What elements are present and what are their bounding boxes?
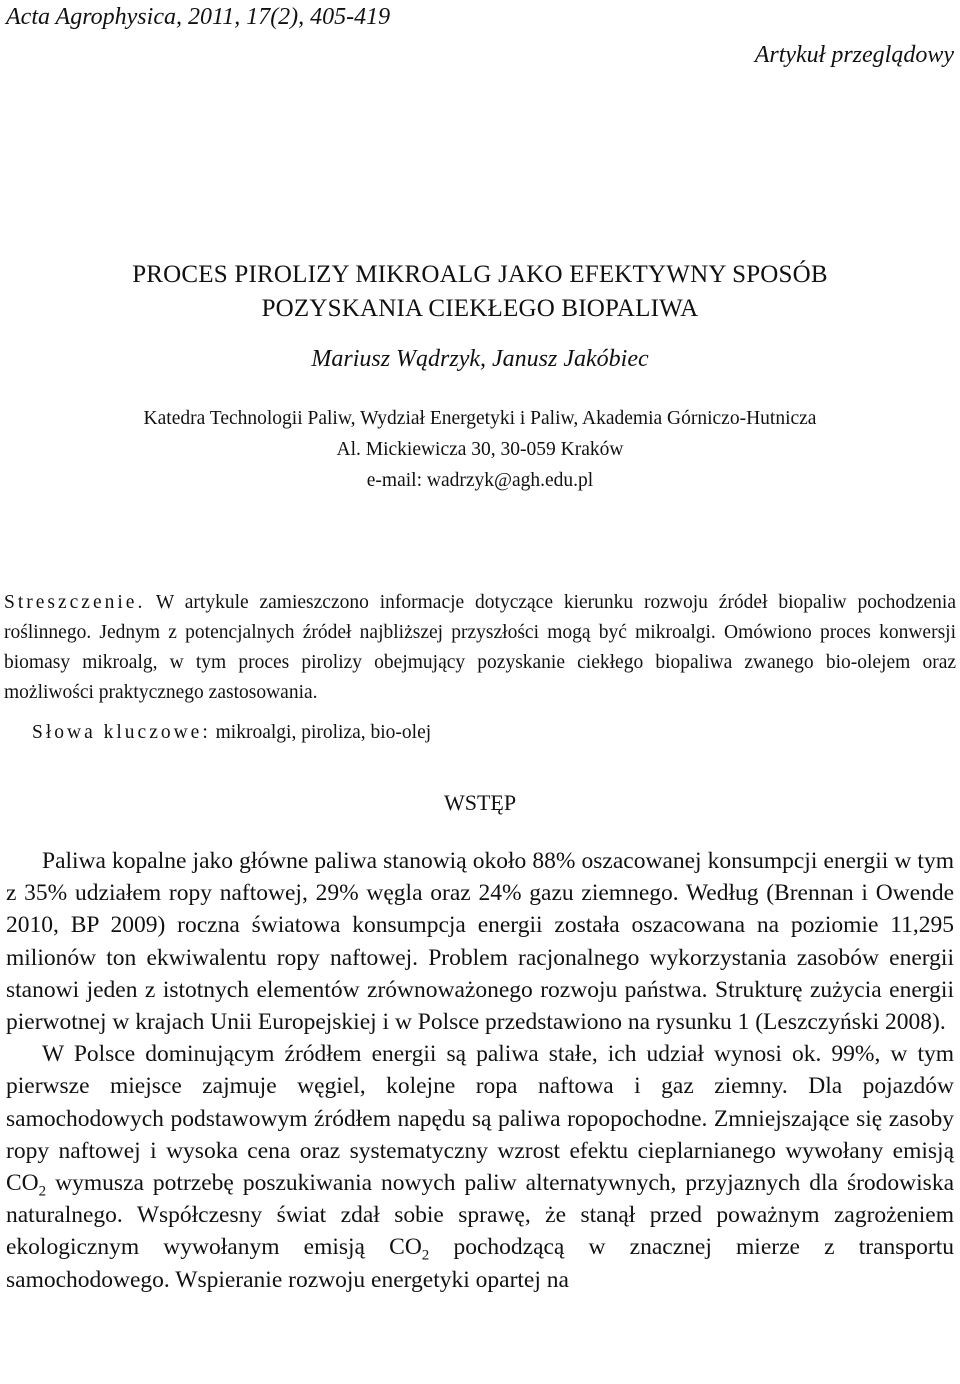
abstract [4, 588, 956, 708]
section-heading: WSTĘP [443, 790, 517, 815]
affiliation-line-1: Katedra Technologii Paliw, Wydział Energetyki i Paliw, Akademia Górniczo-Hutnicza [143, 408, 817, 429]
authors: Mariusz Wądrzyk, Janusz Jakóbiec [311, 346, 649, 372]
article-type: Artykuł przeglądowy [754, 42, 954, 68]
paragraph-2-part-b: wymusza potrzebę poszukiwania nowych paliw alternatywnych, przyjaznych dla środowiska naturalnego. Współczesny świat zdał sobie sprawę, że stanął przed poważnym zagrożeniem ekologicznym wywołanym emisją CO [6, 1170, 954, 1261]
journal-citation: Acta Agrophysica, 2011, 17(2), 405-419 [6, 4, 391, 30]
paragraph-2 [6, 1038, 954, 1296]
paper-title [0, 258, 960, 326]
co2-subscript-2: 2 [421, 1248, 430, 1265]
keywords [32, 718, 431, 748]
paragraph-2-part-a: W Polsce dominującym źródłem energii są paliwa stałe, ich udział wynosi ok. 99%, w tym pierwsze miejsce zajmuje węgiel, kolejne ropa naftowa i gaz ziemny. Dla pojazdów samochodowych podstawowym źródłem napędu są paliwa ropopochodne. Zmniejszające się zasoby ropy naftowej i wysoka cena oraz systematyczny wzrost efektu cieplarnianego wywołany emisją CO [6, 1041, 954, 1197]
co2-subscript-1: 2 [38, 1183, 47, 1200]
title-line-1: PROCES PIROLIZY MIKROALG JAKO EFEKTYWNY SPOSÓB [132, 261, 828, 288]
affiliation-email: e-mail: wadrzyk@agh.edu.pl [366, 470, 594, 491]
title-line-2: POZYSKANIA CIEKŁEGO BIOPALIWA [261, 295, 699, 322]
keywords-label: Słowa kluczowe: [32, 722, 211, 743]
affiliation-line-2: Al. Mickiewicza 30, 30-059 Kraków [336, 439, 624, 460]
paragraph-2-part-c: pochodzącą w znacznej mierze z transportu samochodowego. Wspieranie rozwoju energetyki opartej na [6, 1234, 954, 1293]
abstract-text: W artykule zamieszczono informacje dotyczące kierunku rozwoju źródeł biopaliw pochodzenia roślinnego. Jednym z potencjalnych źródeł najbliższej przyszłości mogą być mikroalgi. Omówiono proces konwersji biomasy mikroalg, w tym proces pirolizy obejmujący pozyskanie ciekłego biopaliwa zwanego bio-olejem oraz możliwości praktycznego zastosowania. [4, 592, 956, 703]
affiliation [0, 403, 960, 496]
keywords-text: mikroalgi, piroliza, bio-olej [210, 722, 432, 743]
abstract-label: Streszczenie. [4, 592, 146, 613]
paragraph-1: Paliwa kopalne jako główne paliwa stanowią około 88% oszacowanej konsumpcji energii w tym z 35% udziałem ropy naftowej, 29% węgla oraz 24% gazu ziemnego. Według (Brennan i Owende 2010, BP 2009) roczna światowa konsumpcja energii została oszacowana na poziomie 11,295 milionów ton ekwiwalentu ropy naftowej. Problem racjonalnego wykorzystania zasobów energii stanowi jeden z istotnych elementów zrównoważonego rozwoju państwa. Strukturę zużycia energii pierwotnej w krajach Unii Europejskiej i w Polsce przedstawiono na rysunku 1 (Leszczyński 2008). [6, 848, 954, 1036]
body-text [6, 845, 954, 1296]
